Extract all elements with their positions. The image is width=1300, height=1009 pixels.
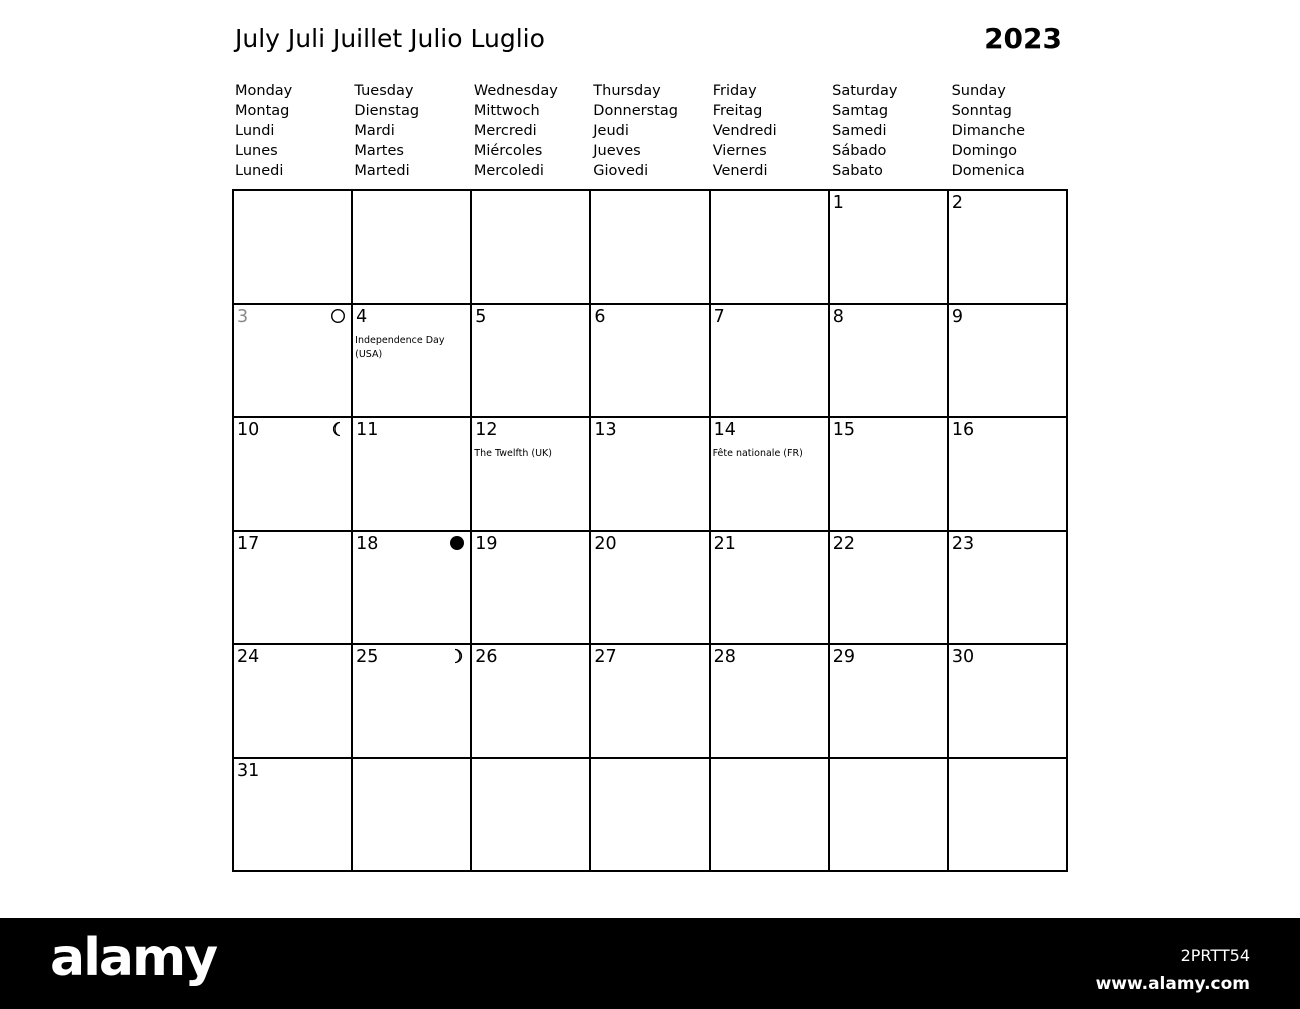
day-cell bbox=[234, 532, 353, 646]
day-cell bbox=[949, 418, 1068, 532]
day-number: 2 bbox=[951, 193, 963, 213]
weekday-label-it: Domenica bbox=[951, 163, 1025, 179]
calendar-year: 2023 bbox=[984, 22, 1062, 55]
weekday-label-it: Lunedi bbox=[235, 163, 284, 179]
day-number: 3 bbox=[237, 306, 249, 327]
day-number: 27 bbox=[594, 647, 617, 667]
weekday-label-en: Saturday bbox=[832, 83, 898, 99]
day-number: 15 bbox=[832, 420, 855, 440]
empty-cell bbox=[591, 191, 710, 305]
weekday-label-de: Sonntag bbox=[951, 103, 1012, 119]
empty-cell bbox=[830, 759, 949, 873]
day-number: 13 bbox=[594, 420, 617, 440]
new-moon-icon bbox=[449, 535, 465, 551]
day-number: 18 bbox=[356, 533, 379, 554]
day-number: 29 bbox=[832, 647, 855, 667]
day-number: 14 bbox=[713, 420, 736, 440]
image-id: 2PRTT54 bbox=[1180, 946, 1250, 965]
day-cell bbox=[711, 305, 830, 419]
day-number: 8 bbox=[832, 306, 844, 327]
weekday-label-it: Giovedi bbox=[593, 163, 649, 179]
weekday-column bbox=[232, 81, 350, 181]
day-cell bbox=[353, 645, 472, 759]
weekday-column bbox=[949, 81, 1067, 181]
weekday-label-fr: Vendredi bbox=[712, 123, 777, 139]
day-cell bbox=[591, 645, 710, 759]
day-number: 21 bbox=[713, 533, 736, 554]
day-cell bbox=[711, 532, 830, 646]
day-cell bbox=[591, 305, 710, 419]
weekday-label-fr: Dimanche bbox=[951, 123, 1026, 139]
day-cell bbox=[830, 418, 949, 532]
last-quarter-moon-icon bbox=[330, 421, 346, 437]
empty-cell bbox=[711, 759, 830, 873]
day-cell bbox=[949, 305, 1068, 419]
empty-cell bbox=[472, 759, 591, 873]
holiday-label: Independence Day (USA) bbox=[355, 334, 445, 360]
weekday-label-en: Friday bbox=[712, 83, 757, 99]
weekday-label-es: Viernes bbox=[712, 143, 767, 159]
day-number: 24 bbox=[237, 647, 260, 667]
day-number: 12 bbox=[475, 420, 498, 440]
empty-cell bbox=[472, 191, 591, 305]
day-cell bbox=[472, 305, 591, 419]
day-cell bbox=[472, 645, 591, 759]
empty-cell bbox=[591, 759, 710, 873]
weekday-label-it: Sabato bbox=[832, 163, 883, 179]
weekday-label-es: Martes bbox=[354, 143, 404, 159]
day-cell bbox=[949, 645, 1068, 759]
weekday-label-de: Donnerstag bbox=[593, 103, 678, 119]
weekday-label-fr: Jeudi bbox=[593, 123, 629, 139]
weekday-label-es: Lunes bbox=[235, 143, 278, 159]
site-url: www.alamy.com bbox=[1095, 974, 1250, 994]
day-number: 22 bbox=[832, 533, 855, 554]
day-cell bbox=[353, 418, 472, 532]
day-number: 16 bbox=[951, 420, 975, 440]
weekday-column bbox=[710, 81, 828, 181]
day-number: 20 bbox=[594, 533, 617, 554]
day-number: 30 bbox=[951, 647, 975, 667]
day-cell bbox=[830, 191, 949, 305]
weekday-label-en: Wednesday bbox=[473, 83, 558, 99]
day-cell bbox=[472, 418, 591, 532]
weekday-column bbox=[829, 81, 947, 181]
day-number: 31 bbox=[237, 760, 260, 781]
day-cell bbox=[353, 305, 472, 419]
holiday-label: Fête nationale (FR) bbox=[712, 448, 803, 459]
day-number: 23 bbox=[951, 533, 975, 554]
weekday-label-it: Venerdi bbox=[712, 163, 768, 179]
day-cell bbox=[949, 191, 1068, 305]
holiday-label: The Twelfth (UK) bbox=[474, 448, 552, 459]
day-cell bbox=[711, 645, 830, 759]
full-moon-icon bbox=[330, 308, 346, 324]
day-cell bbox=[591, 418, 710, 532]
first-quarter-moon-icon bbox=[449, 648, 465, 664]
day-number: 6 bbox=[594, 306, 606, 327]
day-number: 11 bbox=[356, 420, 379, 440]
empty-cell bbox=[353, 759, 472, 873]
day-cell bbox=[353, 532, 472, 646]
weekday-label-de: Montag bbox=[235, 103, 290, 119]
empty-cell bbox=[234, 191, 353, 305]
weekday-column bbox=[351, 81, 469, 181]
day-cell bbox=[234, 759, 353, 873]
day-number: 19 bbox=[475, 533, 498, 554]
weekday-column bbox=[471, 81, 589, 181]
day-cell bbox=[830, 645, 949, 759]
day-number: 1 bbox=[832, 193, 844, 213]
day-number: 25 bbox=[356, 647, 379, 667]
day-number: 4 bbox=[356, 306, 368, 327]
weekday-column bbox=[590, 81, 708, 181]
weekday-label-es: Sábado bbox=[832, 143, 887, 159]
weekday-label-it: Mercoledi bbox=[473, 163, 544, 179]
day-cell bbox=[949, 532, 1068, 646]
day-cell bbox=[591, 532, 710, 646]
day-cell bbox=[234, 645, 353, 759]
day-number: 10 bbox=[237, 420, 260, 440]
day-number: 7 bbox=[713, 306, 725, 327]
calendar-grid bbox=[232, 189, 1068, 872]
weekday-header bbox=[232, 81, 1068, 185]
weekday-label-en: Monday bbox=[235, 83, 293, 99]
weekday-label-fr: Samedi bbox=[832, 123, 887, 139]
weekday-label-es: Jueves bbox=[593, 143, 641, 159]
day-number: 9 bbox=[951, 306, 963, 327]
weekday-label-de: Mittwoch bbox=[473, 103, 540, 119]
empty-cell bbox=[353, 191, 472, 305]
day-cell bbox=[234, 418, 353, 532]
weekday-label-fr: Lundi bbox=[235, 123, 275, 139]
image-credit bbox=[1096, 942, 1250, 998]
day-number: 17 bbox=[237, 533, 260, 554]
day-number: 26 bbox=[475, 647, 498, 667]
weekday-label-de: Samtag bbox=[832, 103, 889, 119]
weekday-label-it: Martedi bbox=[354, 163, 410, 179]
weekday-label-es: Miércoles bbox=[473, 143, 543, 159]
day-cell bbox=[830, 532, 949, 646]
weekday-label-en: Sunday bbox=[951, 83, 1006, 99]
day-cell bbox=[711, 418, 830, 532]
day-cell bbox=[472, 532, 591, 646]
weekday-label-fr: Mercredi bbox=[473, 123, 537, 139]
day-number: 28 bbox=[713, 647, 736, 667]
weekday-label-es: Domingo bbox=[951, 143, 1018, 159]
alamy-logo: alamy bbox=[50, 928, 217, 988]
empty-cell bbox=[711, 191, 830, 305]
day-cell bbox=[830, 305, 949, 419]
empty-cell bbox=[949, 759, 1068, 873]
weekday-label-de: Dienstag bbox=[354, 103, 420, 119]
weekday-label-de: Freitag bbox=[712, 103, 763, 119]
day-cell bbox=[234, 305, 353, 419]
weekday-label-en: Tuesday bbox=[354, 83, 414, 99]
watermark-bar bbox=[0, 918, 1300, 1009]
weekday-label-fr: Mardi bbox=[354, 123, 395, 139]
weekday-label-en: Thursday bbox=[593, 83, 661, 99]
calendar-month-title: July Juli Juillet Julio Luglio bbox=[235, 24, 545, 53]
day-number: 5 bbox=[475, 306, 487, 327]
